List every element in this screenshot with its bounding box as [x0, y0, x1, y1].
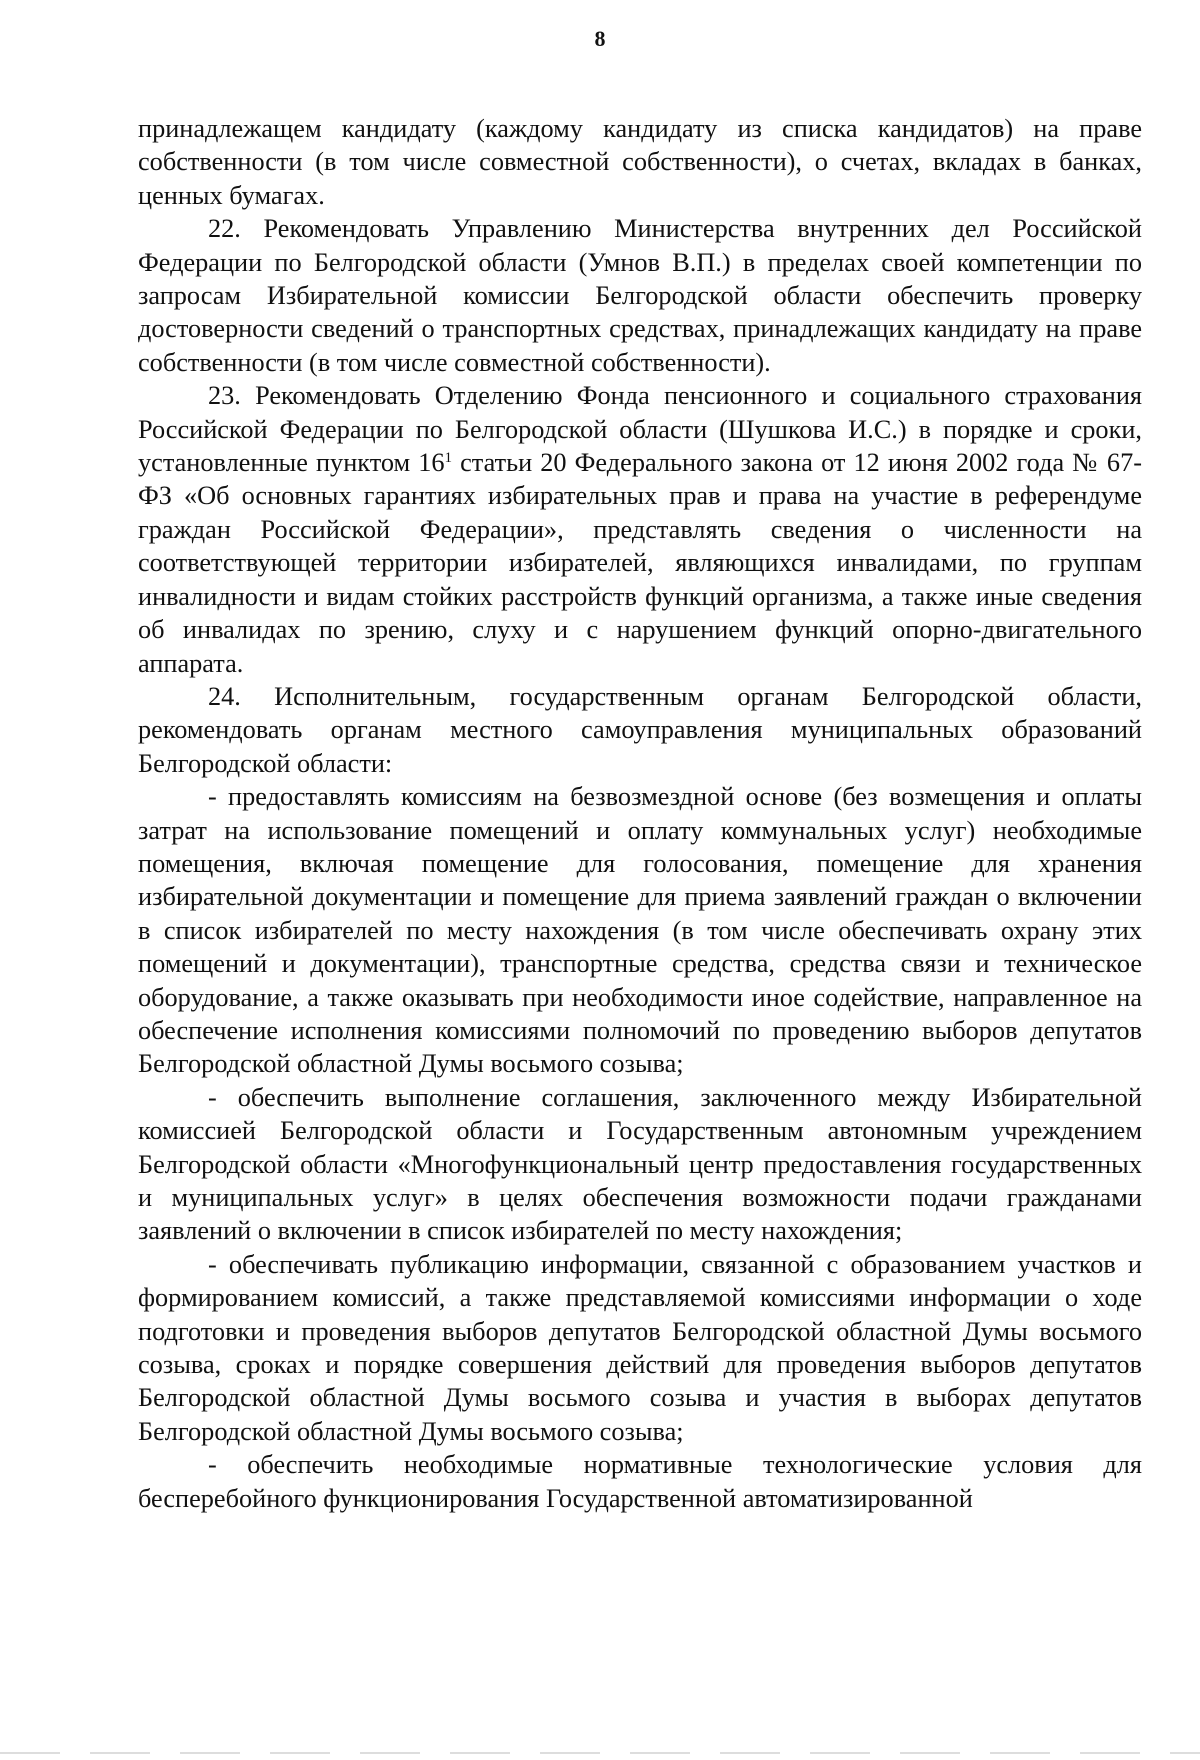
paragraph-24-item-4: - обеспечить необходимые нормативные технологические условия для бесперебойного функционирования Государственной автоматизированной	[138, 1450, 1142, 1513]
paragraph-24-item-2: - обеспечить выполнение соглашения, заключенного между Избирательной комиссией Белгородской области и Государственным автономным учреждением Белгородской области «Многофункциональный центр предоставления государственных и муниципальных услуг» в целях обеспечения возможности подачи гражданами заявлений о включении в список избирателей по месту нахождения;	[138, 1082, 1142, 1246]
paragraph-22: 22. Рекомендовать Управлению Министерства внутренних дел Российской Федерации по Белгородской области (Умнов В.П.) в пределах своей компетенции по запросам Избирательной комиссии Белгородской области обеспечить проверку достоверности сведений о транспортных средствах, принадлежащих кандидату на праве собственности (в том числе совместной собственности).	[138, 214, 1142, 377]
paragraph-24-item-3: - обеспечивать публикацию информации, связанной с образованием участков и формированием комиссий, а также представляемой комиссиями информации о ходе подготовки и проведения выборов депутатов Белгородской областной Думы восьмого созыва, сроках и порядке совершения действий для проведения выборов депутатов Белгородской областной Думы восьмого созыва и участия в выборах депутатов Белгородской областной Думы восьмого созыва;	[138, 1249, 1142, 1446]
paragraph-24: 24. Исполнительным, государственным органам Белгородской области, рекомендовать органам местного самоуправления муниципальных образований Белгородской области:	[138, 681, 1142, 778]
scan-edge-line	[0, 1752, 1200, 1754]
paragraph-23-text-after: статьи 20 Федерального закона от 12 июня 2002 года № 67-ФЗ «Об основных гарантиях избирательных прав и права на участие в референдуме граждан Российской Федерации», представлять сведения о численности на соответствующей территории избирателей, являющихся инвалидами, по группам инвалидности и видам стойких расстройств функций организма, а также иные сведения об инвалидах по зрению, слуху и с нарушением функций опорно-двигательного аппарата.	[138, 448, 1142, 678]
paragraph-23-text-before: 23. Рекомендовать Отделению Фонда пенсионного и социального страхования Российской Федерации по Белгородской области (Шушкова И.С.) в порядке и сроки, установленные пунктом 16	[138, 381, 1142, 478]
paragraph-continuation: принадлежащем кандидату (каждому кандидату из списка кандидатов) на праве собственности (в том числе совместной собственности), о счетах, вкладах в банках, ценных бумагах.	[138, 114, 1142, 210]
paragraph-24-item-1: - предоставлять комиссиям на безвозмездной основе (без возмещения и оплаты затрат на использование помещений и оплату коммунальных услуг) необходимые помещения, включая помещение для голосования, помещение для хранения избирательной документации и помещение для приема заявлений граждан о включении в список избирателей по месту нахождения (в том числе обеспечивать охрану этих помещений и документации), транспортные средства, средства связи и техническое оборудование, а также оказывать при необходимости иное содействие, направленное на обеспечение исполнения комиссиями полномочий по проведению выборов депутатов Белгородской областной Думы восьмого созыва;	[138, 782, 1142, 1079]
document-body	[138, 112, 1142, 1515]
paragraph-23-superscript: 1	[444, 450, 453, 467]
paragraph-23	[138, 379, 1142, 680]
page-number: 8	[594, 26, 606, 51]
